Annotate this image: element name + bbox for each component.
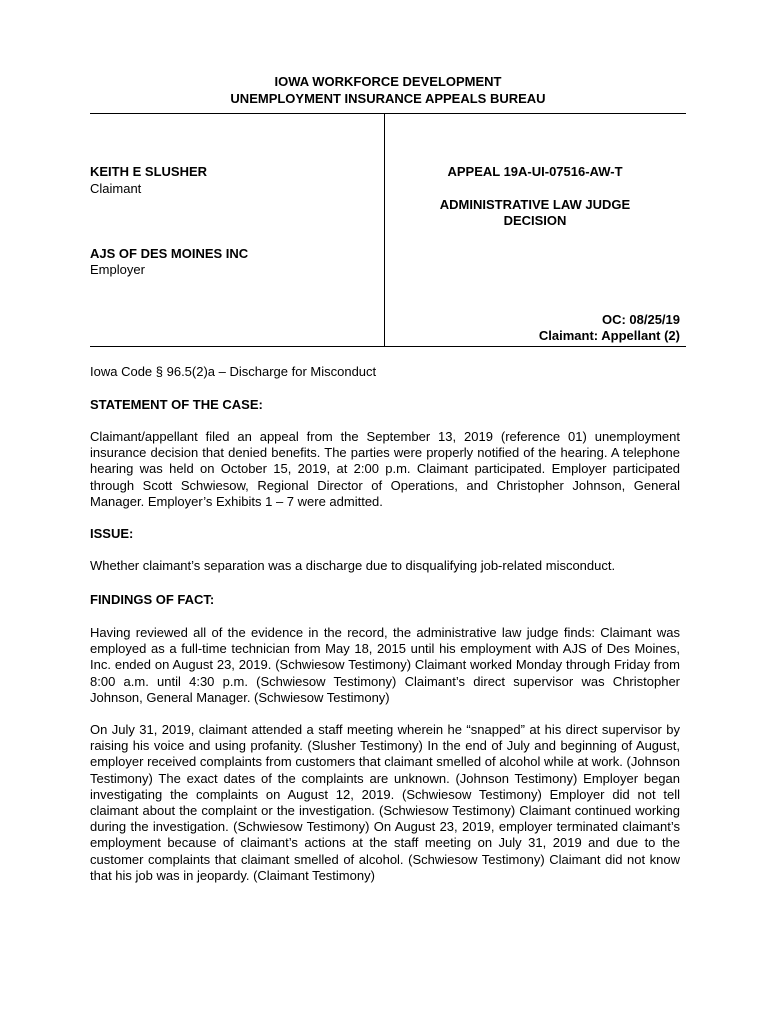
- oc-date: OC: 08/25/19: [601, 312, 680, 327]
- findings-heading: FINDINGS OF FACT:: [90, 592, 215, 607]
- claimant-name: KEITH E SLUSHER: [90, 164, 208, 179]
- caption-divider: [384, 113, 385, 346]
- code-reference: Iowa Code § 96.5(2)a – Discharge for Misconduct: [90, 364, 377, 379]
- findings-paragraph-1: Having reviewed all of the evidence in the record, the administrative law judge finds: Claimant was employed as a full-time technician from May 18, 2015 until his employment with AJS of Des Moines, Inc. ended on August 23, 2019. (Schwiesow Testimony) Claimant worked Monday through Friday from 8:00 a.m. until 4:30 p.m. (Schwiesow Testimony) Claimant’s direct supervisor was Christopher Johnson, General Manager. (Schwiesow Testimony): [90, 625, 680, 705]
- statement-paragraph: Claimant/appellant filed an appeal from the September 13, 2019 (reference 01) unemployment insurance decision that denied benefits. The parties were properly notified of the hearing. A telephone hearing was held on October 15, 2019, at 2:00 p.m. Claimant participated. Employer participated through Scott Schwiesow, Regional Director of Operations, and Christopher Johnson, General Manager. Employer’s Exhibits 1 – 7 were admitted.: [90, 429, 680, 509]
- bureau-title: UNEMPLOYMENT INSURANCE APPEALS BUREAU: [230, 91, 546, 106]
- issue-heading: ISSUE:: [90, 526, 134, 541]
- caption-top-rule: [90, 113, 686, 114]
- decision-title-line1: ADMINISTRATIVE LAW JUDGE: [439, 197, 631, 212]
- appeal-number: APPEAL 19A-UI-07516-AW-T: [447, 164, 623, 179]
- decision-title-line2: DECISION: [503, 213, 567, 228]
- statement-heading: STATEMENT OF THE CASE:: [90, 397, 263, 412]
- findings-paragraph-2: On July 31, 2019, claimant attended a staff meeting wherein he “snapped” at his direct supervisor by raising his voice and using profanity. (Slusher Testimony) In the end of July and beginning of August, employer received complaints from customers that claimant smelled of alcohol while at work. (Johnson Testimony) The exact dates of the complaints are unknown. (Johnson Testimony) Employer began investigating the complaints on August 12, 2019. (Schwiesow Testimony) Employer did not tell claimant about the complaint or the investigation. (Schwiesow Testimony) Claimant continued working during the investigation. (Schwiesow Testimony) On August 23, 2019, employer terminated claimant’s employment because of claimant’s actions at the staff meeting on July 31, 2019 and due to the customer complaints that claimant smelled of alcohol. (Schwiesow Testimony) Claimant did not know that his job was in jeopardy. (Claimant Testimony): [90, 722, 680, 883]
- issue-paragraph: Whether claimant’s separation was a discharge due to disqualifying job-related misconduct.: [90, 558, 616, 573]
- caption-bottom-rule: [90, 346, 686, 347]
- agency-title: IOWA WORKFORCE DEVELOPMENT: [274, 74, 502, 89]
- employer-role: Employer: [90, 262, 145, 277]
- employer-name: AJS OF DES MOINES INC: [90, 246, 249, 261]
- claimant-role: Claimant: [90, 181, 142, 196]
- claimant-status: Claimant: Appellant (2): [538, 328, 680, 343]
